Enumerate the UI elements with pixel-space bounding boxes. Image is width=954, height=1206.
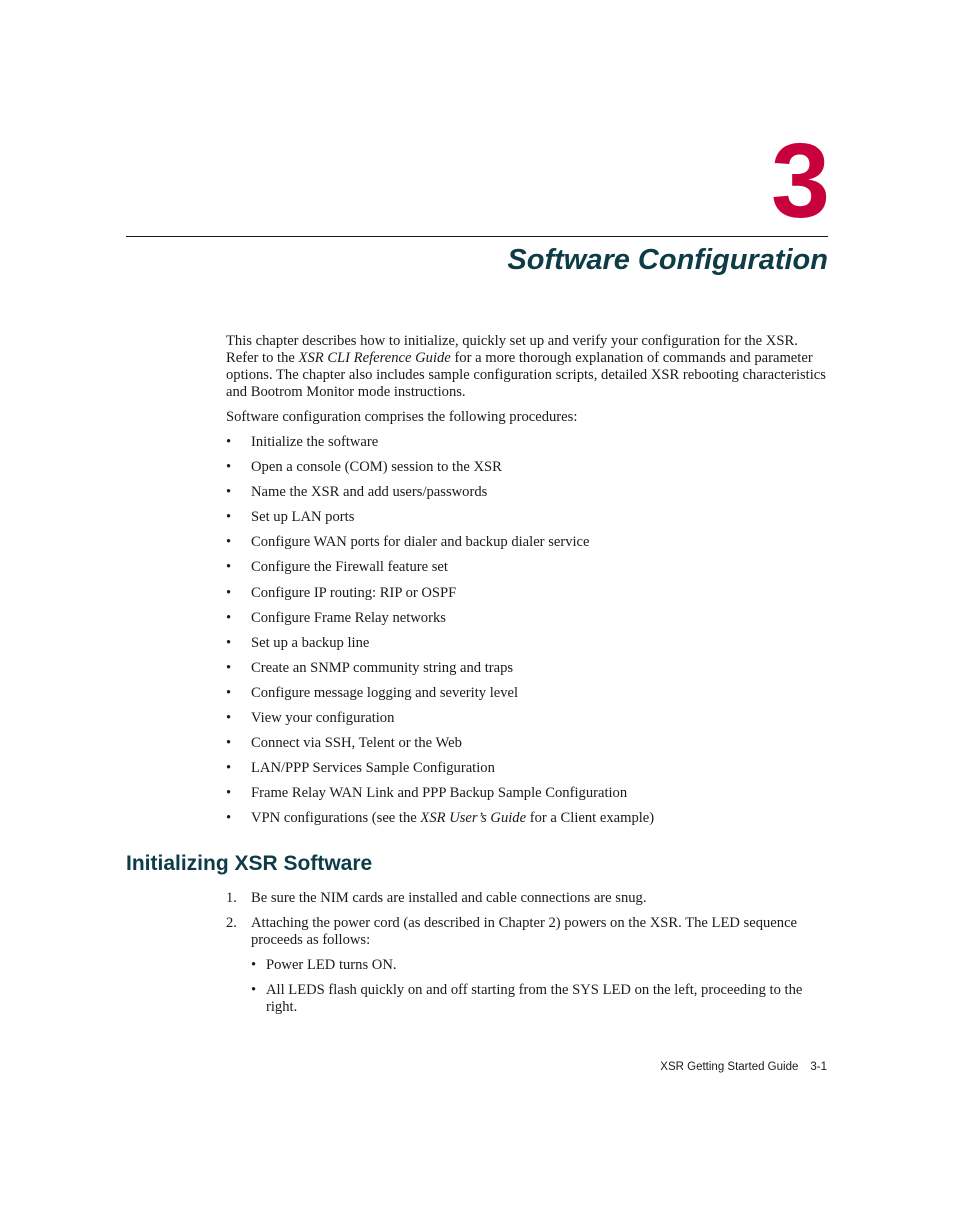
- bullet-icon: •: [251, 982, 257, 998]
- procedures-list: [226, 434, 830, 836]
- intro-text-2: for a more thorough explanation of commands and parameter options. The chapter also includes sample configuration scripts, detailed XSR rebooting characteristics and Bootrom Monitor mode instructions.: [226, 350, 826, 400]
- list-item: • Initialize the software: [226, 434, 379, 450]
- bullet-icon: •: [226, 785, 232, 802]
- led-sequence-list: [251, 957, 826, 1016]
- bullet-icon: •: [251, 957, 257, 973]
- list-item: • Configure Frame Relay networks: [226, 609, 446, 626]
- intro-paragraph: [226, 333, 830, 401]
- chapter-number: 3: [771, 122, 828, 240]
- bullet-icon: •: [226, 484, 232, 501]
- step-number: 1.: [226, 890, 237, 906]
- list-item: • Set up a backup line: [226, 634, 370, 651]
- users-guide-reference: XSR User’s Guide: [420, 810, 527, 827]
- bullet-icon: •: [226, 459, 232, 476]
- bullet-icon: •: [226, 609, 232, 626]
- procedures-lead: Software configuration comprises the following procedures:: [226, 409, 578, 425]
- list-item: • All LEDS flash quickly on and off starting from the SYS LED on the left, proceeding to the right.: [251, 982, 803, 1015]
- list-item: • Set up LAN ports: [226, 509, 355, 526]
- list-item: • Configure message logging and severity level: [226, 684, 519, 701]
- bullet-icon: •: [226, 710, 232, 727]
- chapter-rule: [126, 236, 828, 237]
- list-item: • Power LED turns ON.: [251, 957, 397, 973]
- page-footer: [660, 1061, 827, 1073]
- list-item: • Name the XSR and add users/passwords: [226, 484, 488, 501]
- list-item: • Configure the Firewall feature set: [226, 559, 448, 576]
- bullet-icon: •: [226, 684, 232, 701]
- list-item: • Configure IP routing: RIP or OSPF: [226, 584, 457, 601]
- chapter-title: Software Configuration: [507, 244, 828, 276]
- bullet-icon: •: [226, 509, 232, 526]
- list-item: • Configure WAN ports for dialer and backup dialer service: [226, 534, 590, 551]
- bullet-icon: •: [226, 559, 232, 576]
- step-item: 2. Attaching the power cord (as described in Chapter 2) powers on the XSR. The LED sequence proceeds as follows: • Power LED turns ON. • All LEDS flash quickly on and off starting from the SYS LED on the left, proceeding to the right.: [226, 915, 826, 1016]
- bullet-icon: •: [226, 659, 232, 676]
- list-item: • LAN/PPP Services Sample Configuration: [226, 760, 495, 777]
- intro-text-1: This chapter describes how to initialize, quickly set up and verify your configuration for the XSR. Refer to the: [226, 333, 798, 366]
- step-number: 2.: [226, 915, 237, 931]
- bullet-icon: •: [226, 760, 232, 777]
- steps-list: [226, 890, 826, 1024]
- list-item: • Open a console (COM) session to the XSR: [226, 459, 502, 476]
- bullet-icon: •: [226, 634, 232, 651]
- list-item: • View your configuration: [226, 710, 395, 727]
- bullet-icon: •: [226, 810, 232, 827]
- bullet-icon: •: [226, 434, 232, 450]
- list-item: • Frame Relay WAN Link and PPP Backup Sample Configuration: [226, 785, 628, 802]
- footer-guide-title: XSR Getting Started Guide: [660, 1061, 799, 1073]
- bullet-icon: •: [226, 735, 232, 752]
- bullet-icon: •: [226, 534, 232, 551]
- list-item: • VPN configurations (see the XSR User’s Guide for a Client example): [226, 810, 655, 827]
- cli-guide-reference: XSR CLI Reference Guide: [298, 350, 451, 366]
- bullet-icon: •: [226, 584, 232, 601]
- list-item: • Connect via SSH, Telent or the Web: [226, 735, 462, 752]
- step-item: 1. Be sure the NIM cards are installed and cable connections are snug.: [226, 890, 647, 906]
- section-heading: Initializing XSR Software: [126, 852, 373, 875]
- list-item: • Create an SNMP community string and traps: [226, 659, 514, 676]
- page-number: 3-1: [810, 1061, 827, 1073]
